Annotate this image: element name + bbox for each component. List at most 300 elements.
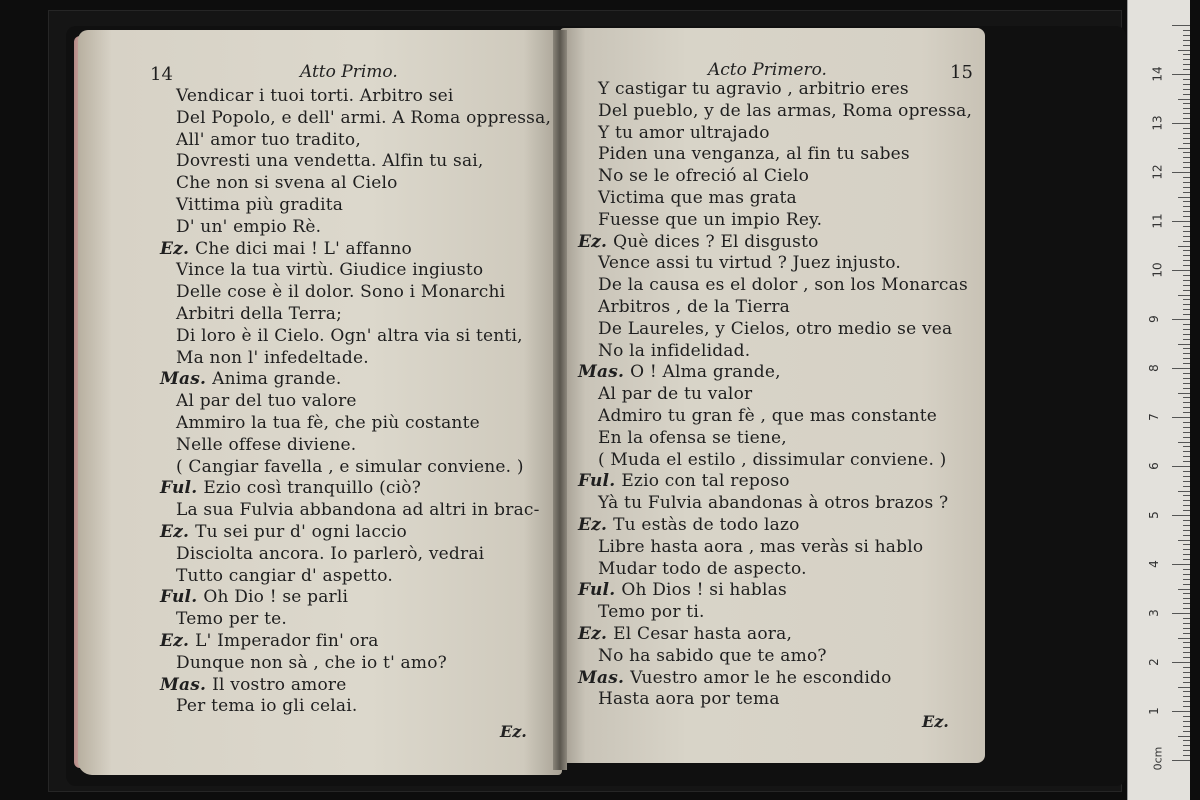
ruler-tick <box>1183 422 1190 423</box>
ruler-tick <box>1183 726 1190 727</box>
ruler-tick <box>1183 520 1190 521</box>
right-page-line <box>598 253 901 273</box>
right-page-line <box>598 537 923 557</box>
right-page-line <box>598 166 809 186</box>
ruler-tick <box>1183 716 1190 717</box>
left-page-number: 14 <box>150 64 173 85</box>
ruler-tick <box>1183 427 1190 428</box>
ruler-tick <box>1183 397 1190 398</box>
left-page-line <box>176 260 483 280</box>
ruler-tick <box>1183 618 1190 619</box>
verse-text: Ezio con tal reposo <box>621 471 790 492</box>
ruler-tick <box>1183 138 1190 139</box>
verse-text: Arbitri della Terra; <box>176 304 343 324</box>
verse-text: Che dici mai ! L' affanno <box>195 238 412 259</box>
ruler-number: 11 <box>1150 213 1165 229</box>
ruler-tick <box>1183 201 1190 202</box>
ruler-tick <box>1183 108 1190 109</box>
ruler-tick <box>1183 682 1190 683</box>
ruler-tick <box>1172 172 1190 173</box>
speaker-label: Ez. <box>160 631 190 651</box>
verse-text: Ma non l' infedeltade. <box>176 347 369 368</box>
verse-text: Tutto cangiar d' aspetto. <box>176 565 393 586</box>
left-page-line <box>160 478 421 498</box>
right-page-line <box>598 559 807 579</box>
verse-text: Nelle offese diviene. <box>176 434 357 455</box>
ruler-number: 7 <box>1146 413 1161 421</box>
left-page-line <box>176 457 524 477</box>
ruler-tick <box>1172 123 1190 124</box>
ruler-tick <box>1183 79 1190 80</box>
ruler-tick <box>1172 221 1190 222</box>
verse-text: Oh Dio ! se parli <box>203 587 349 608</box>
ruler-tick <box>1183 569 1190 570</box>
ruler-tick <box>1172 711 1190 712</box>
ruler-tick <box>1183 182 1190 183</box>
speaker-label: Mas. <box>160 674 207 695</box>
ruler-tick <box>1178 344 1190 345</box>
right-page-line <box>598 79 909 99</box>
ruler-tick <box>1183 241 1190 242</box>
ruler-tick <box>1183 211 1190 212</box>
ruler-tick <box>1183 260 1190 261</box>
ruler-tick <box>1183 672 1190 673</box>
ruler-tick <box>1183 250 1190 251</box>
right-page-line <box>598 689 780 709</box>
ruler-tick <box>1178 687 1190 688</box>
ruler-tick <box>1178 246 1190 247</box>
verse-text: Què dices ? El disgusto <box>613 231 819 252</box>
ruler-tick <box>1183 152 1190 153</box>
ruler-tick <box>1183 290 1190 291</box>
ruler-tick <box>1183 579 1190 580</box>
ruler-tick <box>1183 309 1190 310</box>
left-page-line <box>160 369 342 389</box>
ruler-tick <box>1183 299 1190 300</box>
ruler-tick <box>1183 118 1190 119</box>
verse-text: Delle cose è il dolor. Sono i Monarchi <box>176 282 506 303</box>
right-page-line <box>598 275 968 295</box>
ruler-tick <box>1183 652 1190 653</box>
ruler-tick <box>1183 167 1190 168</box>
right-page-line <box>598 493 948 513</box>
ruler-tick <box>1172 368 1190 369</box>
ruler-tick <box>1183 157 1190 158</box>
right-page-line <box>598 602 705 622</box>
verse-text: Dovresti una vendetta. Alfin tu sai, <box>176 151 484 172</box>
right-page-line <box>578 668 892 688</box>
ruler-tick <box>1172 417 1190 418</box>
left-page-line <box>176 108 551 128</box>
verse-text: D' un' empio Rè. <box>176 216 322 237</box>
left-page-line <box>176 86 454 106</box>
ruler-tick <box>1183 456 1190 457</box>
speaker-label: Ez. <box>160 522 190 542</box>
ruler-tick <box>1183 255 1190 256</box>
ruler-tick <box>1183 402 1190 403</box>
ruler-tick <box>1178 638 1190 639</box>
ruler-tick <box>1178 50 1190 51</box>
ruler-tick <box>1183 647 1190 648</box>
verse-text: Libre hasta aora , mas veràs si hablo <box>598 536 924 557</box>
ruler-tick <box>1183 696 1190 697</box>
ruler-tick <box>1183 324 1190 325</box>
ruler-tick <box>1183 446 1190 447</box>
ruler-tick <box>1183 383 1190 384</box>
ruler-tick <box>1183 192 1190 193</box>
ruler-tick <box>1183 603 1190 604</box>
ruler-tick <box>1183 437 1190 438</box>
ruler-tick <box>1172 466 1190 467</box>
left-page-line <box>160 675 347 695</box>
ruler-tick <box>1183 451 1190 452</box>
ruler-tick <box>1178 736 1190 737</box>
verse-text: Tu estàs de todo lazo <box>613 515 800 535</box>
left-page-line <box>176 173 398 193</box>
right-page-line <box>578 362 781 382</box>
right-page-line <box>598 450 946 470</box>
verse-text: Del Popolo, e dell' armi. A Roma oppressa, <box>176 107 552 128</box>
verse-text: Vence assi tu virtud ? Juez injusto. <box>598 253 901 274</box>
ruler-tick <box>1183 750 1190 751</box>
ruler-tick <box>1183 755 1190 756</box>
verse-text: En la ofensa se tiene, <box>598 427 787 448</box>
ruler-tick <box>1172 760 1190 761</box>
verse-text: Vuestro amor le he escondido <box>630 667 892 688</box>
ruler-tick <box>1172 613 1190 614</box>
verse-text: Y castigar tu agravio , arbitrio eres <box>598 79 909 99</box>
verse-text: Yà tu Fulvia abandonas à otros brazos ? <box>598 493 949 514</box>
left-page-line <box>160 239 412 259</box>
verse-text: Fuesse que un impio Rey. <box>598 209 823 230</box>
ruler-tick <box>1183 45 1190 46</box>
right-page-header: Acto Primero. <box>708 60 827 80</box>
ruler-tick <box>1183 598 1190 599</box>
ruler-tick <box>1183 128 1190 129</box>
ruler-number: 14 <box>1150 66 1165 82</box>
right-page-line <box>578 232 819 252</box>
verse-text: ( Cangiar favella , e simular conviene. ) <box>176 456 524 477</box>
ruler-tick <box>1183 265 1190 266</box>
ruler-tick <box>1183 30 1190 31</box>
left-page-line <box>176 195 343 215</box>
left-page-line <box>176 544 484 564</box>
left-page-line <box>176 391 357 411</box>
left-page-line <box>176 566 393 586</box>
verse-text: No ha sabido que te amo? <box>598 645 827 666</box>
ruler-number: 4 <box>1146 560 1161 568</box>
ruler-number: 12 <box>1150 164 1165 180</box>
verse-text: Vittima più gradita <box>176 195 344 215</box>
right-page-line <box>598 406 937 426</box>
ruler-tick <box>1183 657 1190 658</box>
ruler-tick <box>1183 554 1190 555</box>
verse-text: L' Imperador fin' ora <box>195 631 379 651</box>
verse-text: Vince la tua virtù. Giudice ingiusto <box>176 260 484 281</box>
left-page-header: Atto Primo. <box>300 62 398 82</box>
ruler-number: 9 <box>1146 315 1161 323</box>
left-page-line <box>176 151 484 171</box>
left-page-line <box>176 130 361 150</box>
speaker-label: Mas. <box>160 369 207 390</box>
verse-text: Oh Dios ! si hablas <box>621 580 787 601</box>
ruler-tick <box>1183 275 1190 276</box>
verse-text: Disciolta ancora. Io parlerò, vedrai <box>176 543 485 564</box>
right-page-line <box>598 646 827 666</box>
right-page-line <box>598 297 790 317</box>
verse-text: Al par de tu valor <box>598 384 753 405</box>
right-page-line <box>578 624 792 644</box>
left-page-line <box>176 413 480 433</box>
verse-text: Che non si svena al Cielo <box>176 173 398 194</box>
right-page-line <box>578 471 790 491</box>
ruler-tick <box>1183 373 1190 374</box>
right-page-line <box>598 210 822 230</box>
verse-text: Hasta aora por tema <box>598 689 780 710</box>
left-page-line <box>176 304 342 324</box>
ruler-tick <box>1183 69 1190 70</box>
left-page-line <box>176 217 321 237</box>
ruler-tick <box>1183 89 1190 90</box>
ruler-number: 5 <box>1146 511 1161 519</box>
ruler-tick <box>1183 59 1190 60</box>
right-page-line <box>598 123 770 143</box>
ruler-tick <box>1183 40 1190 41</box>
ruler-tick <box>1183 177 1190 178</box>
ruler-tick <box>1183 231 1190 232</box>
ruler-tick <box>1183 363 1190 364</box>
ruler-tick <box>1183 633 1190 634</box>
verse-text: Dunque non sà , che io t' amo? <box>176 652 447 673</box>
ruler-tick <box>1183 549 1190 550</box>
verse-text: Arbitros , de la Tierra <box>598 297 790 317</box>
verse-text: Ammiro la tua fè, che più costante <box>176 413 480 433</box>
ruler-tick <box>1183 334 1190 335</box>
measurement-ruler <box>1127 0 1190 800</box>
ruler-tick <box>1178 295 1190 296</box>
ruler-tick <box>1183 544 1190 545</box>
ruler-tick <box>1183 226 1190 227</box>
ruler-tick <box>1183 103 1190 104</box>
ruler-number: 8 <box>1146 364 1161 372</box>
verse-text: Y tu amor ultrajado <box>598 122 770 143</box>
verse-text: No la infidelidad. <box>598 340 751 361</box>
ruler-tick <box>1183 280 1190 281</box>
left-page-line <box>176 609 287 629</box>
ruler-tick <box>1172 515 1190 516</box>
right-catchword: Ez. <box>922 712 949 731</box>
ruler-tick <box>1172 74 1190 75</box>
ruler-tick <box>1183 740 1190 741</box>
ruler-tick <box>1172 270 1190 271</box>
speaker-label: Mas. <box>578 362 625 383</box>
ruler-tick <box>1183 35 1190 36</box>
ruler-tick <box>1183 378 1190 379</box>
right-page-line <box>598 384 752 404</box>
ruler-tick <box>1178 540 1190 541</box>
ruler-tick <box>1178 148 1190 149</box>
ruler-tick <box>1183 314 1190 315</box>
right-page-line <box>598 188 797 208</box>
right-page-line <box>598 341 750 361</box>
verse-text: Piden una venganza, al fin tu sabes <box>598 144 910 165</box>
ruler-tick <box>1183 481 1190 482</box>
right-page-line <box>598 101 972 121</box>
ruler-tick <box>1183 412 1190 413</box>
verse-text: Tu sei pur d' ogni laccio <box>195 522 407 542</box>
verse-text: La sua Fulvia abbandona ad altri in brac- <box>176 500 540 521</box>
left-page-line <box>176 326 523 346</box>
ruler-number: 10 <box>1150 262 1165 278</box>
left-page-line <box>160 522 407 542</box>
left-page-line <box>160 587 348 607</box>
verse-text: Il vostro amore <box>212 674 347 695</box>
ruler-tick <box>1183 358 1190 359</box>
speaker-label: Ez. <box>578 624 608 644</box>
ruler-number: 13 <box>1150 115 1165 131</box>
verse-text: Temo por ti. <box>598 602 705 623</box>
ruler-tick <box>1172 319 1190 320</box>
verse-text: Victima que mas grata <box>598 188 797 208</box>
ruler-tick <box>1183 691 1190 692</box>
left-catchword: Ez. <box>500 722 527 741</box>
ruler-tick <box>1183 304 1190 305</box>
left-page-line <box>176 500 540 520</box>
ruler-unit-label: 0cm <box>1151 746 1165 771</box>
verse-text: Al par del tuo valore <box>176 391 357 412</box>
ruler-tick <box>1178 197 1190 198</box>
ruler-tick <box>1183 510 1190 511</box>
right-page-line <box>578 580 787 600</box>
book-gutter <box>553 30 567 770</box>
ruler-tick <box>1183 329 1190 330</box>
verse-text: Mudar todo de aspecto. <box>598 558 807 579</box>
right-page-line <box>598 428 787 448</box>
ruler-tick <box>1183 216 1190 217</box>
ruler-tick <box>1183 574 1190 575</box>
verse-text: Di loro è il Cielo. Ogn' altra via si tenti, <box>176 325 523 346</box>
ruler-tick <box>1183 143 1190 144</box>
verse-text: De Laureles, y Cielos, otro medio se vea <box>598 318 953 339</box>
ruler-tick <box>1178 491 1190 492</box>
ruler-tick <box>1183 642 1190 643</box>
ruler-tick <box>1183 206 1190 207</box>
ruler-tick <box>1183 677 1190 678</box>
ruler-number: 1 <box>1146 707 1161 715</box>
ruler-tick <box>1183 623 1190 624</box>
right-page-line <box>598 319 952 339</box>
verse-text: Per tema io gli celai. <box>176 696 358 717</box>
left-page-line <box>176 696 357 716</box>
ruler-tick <box>1183 721 1190 722</box>
ruler-tick <box>1183 745 1190 746</box>
ruler-tick <box>1178 589 1190 590</box>
speaker-label: Ful. <box>160 587 198 608</box>
ruler-tick <box>1183 731 1190 732</box>
ruler-tick <box>1172 564 1190 565</box>
ruler-number: 2 <box>1146 658 1161 666</box>
ruler-tick <box>1183 495 1190 496</box>
ruler-tick <box>1183 133 1190 134</box>
ruler-tick <box>1178 442 1190 443</box>
ruler-number: 6 <box>1146 462 1161 470</box>
ruler-tick <box>1172 662 1190 663</box>
verse-text: No se le ofreció al Cielo <box>598 166 810 187</box>
verse-text: El Cesar hasta aora, <box>613 624 793 644</box>
ruler-number: 3 <box>1146 609 1161 617</box>
ruler-tick <box>1183 94 1190 95</box>
verse-text: ( Muda el estilo , dissimular conviene. ) <box>598 449 947 470</box>
speaker-label: Ez. <box>578 231 608 252</box>
ruler-tick <box>1183 432 1190 433</box>
ruler-tick <box>1183 113 1190 114</box>
right-page-line <box>598 144 910 164</box>
ruler-tick <box>1183 559 1190 560</box>
speaker-label: Ez. <box>160 238 190 259</box>
ruler-tick <box>1172 25 1190 26</box>
right-page-number: 15 <box>950 62 973 83</box>
ruler-tick <box>1183 593 1190 594</box>
ruler-tick <box>1183 353 1190 354</box>
verse-text: All' amor tuo tradito, <box>176 129 361 150</box>
ruler-tick <box>1183 461 1190 462</box>
verse-text: Ezio così tranquillo (ciò? <box>203 478 422 499</box>
ruler-tick <box>1183 608 1190 609</box>
verse-text: Admiro tu gran fè , que mas constante <box>598 406 938 426</box>
ruler-tick <box>1183 187 1190 188</box>
verse-text: Vendicar i tuoi torti. Arbitro sei <box>176 86 454 106</box>
ruler-tick <box>1183 476 1190 477</box>
ruler-tick <box>1183 64 1190 65</box>
ruler-tick <box>1183 339 1190 340</box>
ruler-tick <box>1183 84 1190 85</box>
ruler-tick <box>1178 99 1190 100</box>
ruler-tick <box>1183 236 1190 237</box>
speaker-label: Ful. <box>578 471 616 492</box>
ruler-tick <box>1183 388 1190 389</box>
ruler-tick <box>1183 505 1190 506</box>
ruler-tick <box>1183 701 1190 702</box>
ruler-tick <box>1183 706 1190 707</box>
ruler-tick <box>1183 486 1190 487</box>
speaker-label: Ez. <box>578 515 608 535</box>
verse-text: Del pueblo, y de las armas, Roma opressa, <box>598 100 973 121</box>
ruler-tick <box>1183 407 1190 408</box>
verse-text: Anima grande. <box>212 369 342 390</box>
speaker-label: Ful. <box>160 478 198 499</box>
ruler-tick <box>1183 530 1190 531</box>
ruler-tick <box>1183 667 1190 668</box>
verse-text: Temo per te. <box>176 609 288 630</box>
ruler-tick <box>1183 500 1190 501</box>
verse-text: O ! Alma grande, <box>630 362 781 383</box>
ruler-tick <box>1183 54 1190 55</box>
ruler-tick <box>1183 584 1190 585</box>
ruler-tick <box>1183 525 1190 526</box>
ruler-tick <box>1178 393 1190 394</box>
left-page-line <box>176 282 505 302</box>
verse-text: De la causa es el dolor , son los Monarcas <box>598 275 968 296</box>
ruler-tick <box>1183 348 1190 349</box>
left-page-line <box>160 631 379 651</box>
ruler-tick <box>1183 471 1190 472</box>
ruler-tick <box>1183 162 1190 163</box>
left-page-line <box>176 348 369 368</box>
speaker-label: Mas. <box>578 667 625 688</box>
speaker-label: Ful. <box>578 580 616 601</box>
left-page-line <box>176 435 356 455</box>
ruler-tick <box>1183 535 1190 536</box>
